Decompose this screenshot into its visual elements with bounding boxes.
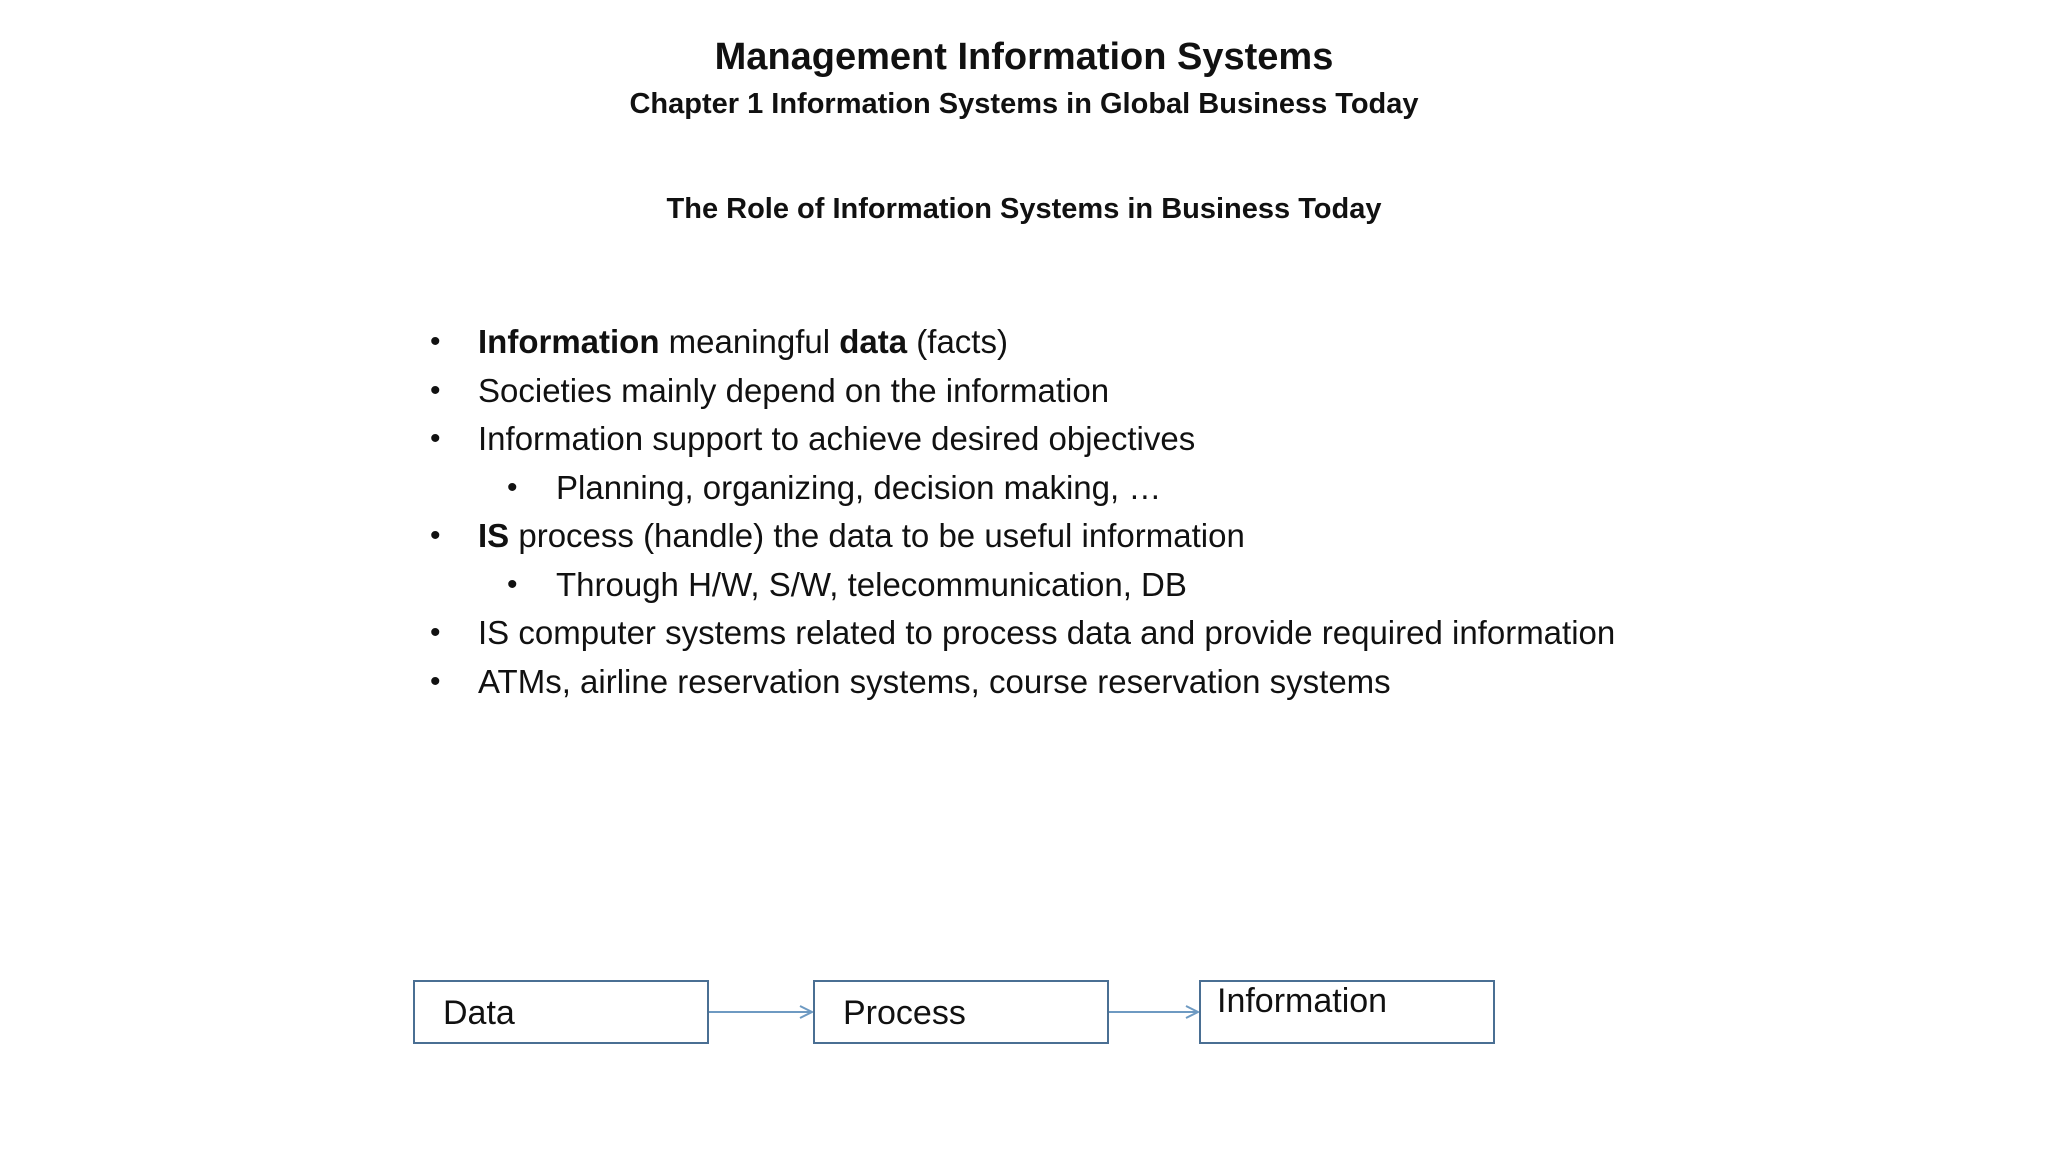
bullet-text: Information support to achieve desired objectives: [478, 420, 1196, 457]
chapter-subtitle: Chapter 1 Information Systems in Global Business Today: [629, 88, 1419, 120]
bullet-item: [420, 609, 1820, 658]
bullet-text: process (handle) the data to be useful information: [509, 517, 1245, 554]
bullet-marker: •: [430, 373, 441, 407]
bullet-text: Planning, organizing, decision making, …: [556, 468, 1162, 506]
bullet-marker: •: [430, 616, 441, 649]
bullet-text: (facts): [907, 323, 1008, 360]
bullet-bold-term: IS: [478, 517, 510, 554]
bullet-text: ATMs, airline reservation systems, course reservation systems: [478, 662, 1391, 700]
bullet-text: meaningful: [659, 323, 840, 360]
bullet-marker: •: [430, 422, 441, 455]
flow-box-process: [813, 980, 1109, 1044]
bullet-item: [420, 658, 1820, 707]
arrow-data-to-process: [709, 1006, 812, 1018]
bullet-text: Societies mainly depend on the information: [478, 371, 1110, 409]
bullet-marker: •: [507, 470, 518, 504]
bullet-bold-term: data: [839, 323, 908, 360]
bullet-text: Through H/W, S/W, telecommunication, DB: [556, 565, 1187, 603]
sub-bullet-item: [420, 561, 1820, 610]
bullet-item: [420, 512, 1820, 561]
bullet-list: [420, 318, 1820, 706]
bullet-text: IS computer systems related to process data and provide required information: [478, 614, 1616, 651]
flow-box-process-label: Process: [843, 994, 966, 1032]
bullet-marker: •: [430, 519, 441, 552]
bullet-marker: •: [430, 664, 441, 698]
flow-box-data-label: Data: [443, 994, 515, 1032]
sub-bullet-item: [420, 464, 1820, 513]
flow-box-information: [1199, 980, 1495, 1044]
flow-box-data: [413, 980, 709, 1044]
slide-title: Management Information Systems: [714, 36, 1334, 78]
bullet-marker: •: [430, 325, 441, 358]
bullet-item: [420, 367, 1820, 416]
bullet-marker: •: [507, 567, 518, 601]
bullet-bold-term: Information: [478, 323, 660, 360]
section-title: The Role of Information Systems in Business Today: [666, 193, 1382, 225]
flow-box-information-label: Information: [1217, 982, 1388, 1020]
arrow-process-to-information: [1109, 1006, 1198, 1018]
bullet-item: [420, 415, 1820, 464]
bullet-item: [420, 318, 1820, 367]
